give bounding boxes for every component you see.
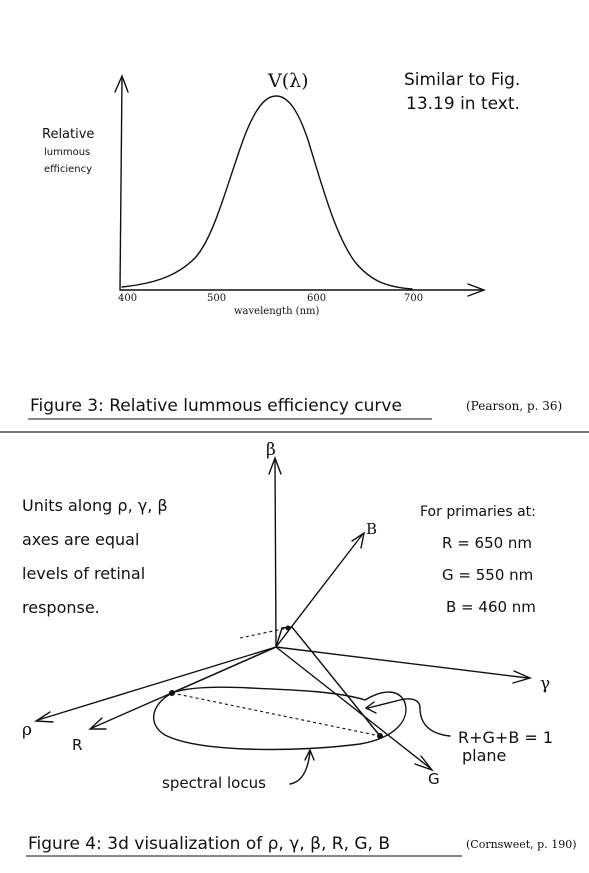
figure3-graph	[28, 76, 484, 419]
gamma-axis	[276, 647, 528, 678]
units-line-4: response.	[22, 598, 100, 617]
gamma-label: γ	[540, 674, 551, 694]
units-line-3: levels of retinal	[22, 564, 146, 583]
b-label: B	[366, 520, 378, 538]
plane-label-2: plane	[462, 746, 507, 765]
figure3-caption: Figure 3: Relative lummous efficiency curve	[30, 396, 402, 416]
units-line-1: Units along ρ, γ, β	[22, 496, 168, 515]
y-axis	[120, 78, 122, 290]
tick-600: 600	[307, 293, 327, 304]
plane-label-1: R+G+B = 1	[458, 728, 554, 747]
note-line-1: Similar to Fig.	[404, 70, 521, 90]
x-axis-label: wavelength (nm)	[234, 306, 320, 317]
efficiency-curve	[122, 96, 412, 289]
g-label: G	[428, 770, 440, 788]
figure3-citation: (Pearson, p. 36)	[466, 399, 563, 413]
ylabel-line-3: efficiency	[44, 164, 93, 175]
plane-edge-left	[172, 628, 282, 693]
tick-400: 400	[118, 293, 138, 304]
ylabel-line-1: Relative	[42, 127, 95, 142]
beta-label: β	[266, 440, 276, 460]
curve-label: V(λ)	[268, 70, 309, 92]
rho-label: ρ	[22, 720, 32, 740]
rho-axis-arrow	[36, 712, 53, 722]
figure4-citation: (Cornsweet, p. 190)	[466, 838, 577, 851]
primary-g: G = 550 nm	[442, 566, 534, 584]
g-vector	[276, 647, 430, 768]
primary-b: B = 460 nm	[446, 598, 536, 616]
plane-edge	[282, 627, 380, 736]
tick-500: 500	[207, 293, 227, 304]
primaries-title: For primaries at:	[420, 504, 536, 520]
units-line-2: axes are equal	[22, 530, 140, 549]
rho-axis	[38, 647, 276, 720]
note-line-2: 13.19 in text.	[406, 94, 520, 114]
b-point	[286, 626, 291, 631]
g-point	[377, 733, 383, 739]
beta-axis	[275, 460, 276, 647]
r-point	[169, 690, 175, 696]
r-label: R	[72, 736, 83, 754]
dashed-base	[172, 693, 380, 736]
primary-r: R = 650 nm	[442, 534, 533, 552]
ylabel-line-2: lummous	[44, 147, 91, 158]
locus-label: spectral locus	[162, 774, 266, 792]
tick-700: 700	[404, 293, 424, 304]
figure4-caption: Figure 4: 3d visualization of ρ, γ, β, R, G, B	[28, 834, 391, 854]
plane-pointer	[368, 699, 450, 736]
